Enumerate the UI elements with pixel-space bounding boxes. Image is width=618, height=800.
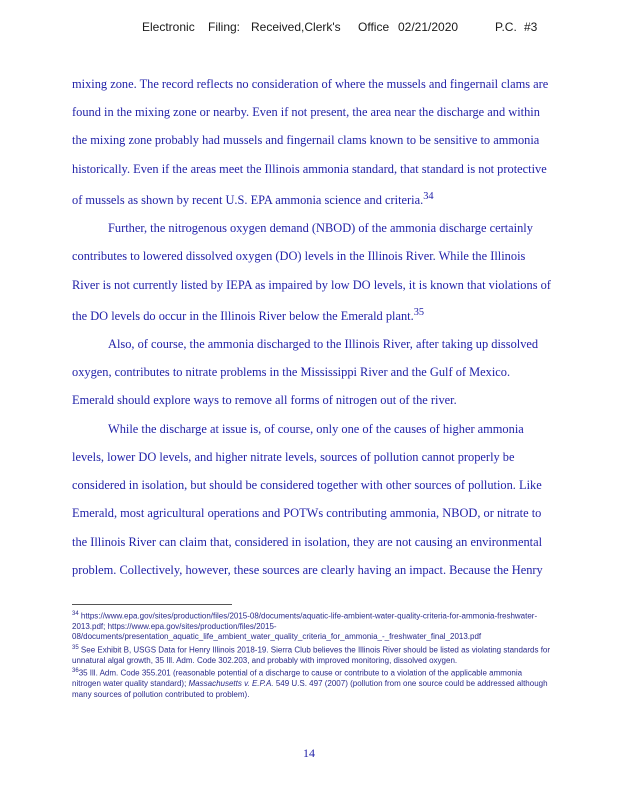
header-number: #3 <box>524 20 538 34</box>
footnote-ref-35: 35 <box>413 306 425 318</box>
paragraph-2: Further, the nitrogenous oxygen demand (NBOD) of the ammonia discharge certainly contributes to lowered dissolved oxygen (DO) levels in the Illinois River. While the Illinois River is not currently listed by IEPA as impaired by low DO levels, it is known that violations of the DO levels do occur in the Illinois River below the Emerald plant.$^{35}$ <box>72 221 551 323</box>
header-pc: P.C. <box>495 20 517 34</box>
footnote-separator <box>72 604 232 605</box>
paragraph-1: mixing zone. The record reflects no consideration of where the mussels and fingernail clams are found in the mixing zone or nearby. Even if not present, the area near the discharge and within the mixing zone probably had mussels and fingernail clams known to be sensitive to ammonia historically. Even if the areas meet the Illinois ammonia standard, that standard is not protective of mussels as shown by recent U.S. EPA ammonia science and criteria.$^{34}$ <box>72 77 549 207</box>
footnote-36: $^{36}$35 Ill. Adm. Code 355.201 (reasonable potential of a discharge to cause or contribute to a violation of the applicable ammonia nitrogen water quality standard); Massachusetts v. E.P.A. 549 U.S. 497 (2007) (pollution from one source could be addressed although many sources of pollution contributed to problem). <box>72 668 548 699</box>
paragraph-4: While the discharge at issue is, of course, only one of the causes of higher ammonia levels, lower DO levels, and higher nitrate levels, sources of pollution cannot properly be considered in isolation, but should be considered together with other sources of pollution. Like Emerald, most agricultural operations and POTWs contributing ammonia, NBOD, or nitrate to the Illinois River can claim that, considered in isolation, they are not causing an environmental problem. Collectively, however, these sources are clearly having an impact. Because the Henry <box>72 421 543 577</box>
header-office: Office <box>358 20 390 34</box>
footnote-35: $^{35}$ See Exhibit B, USGS Data for Henry Illinois 2018-19. Sierra Club believes the Illinois River should be listed as violating standards for unnatural algal growth, 35 Ill. Adm. Code 302.203, and probably with improved monitoring, dissolved oxygen. <box>72 644 551 665</box>
header-received: Received,Clerk's <box>251 20 341 34</box>
footnote-34: $^{34}$ https://www.epa.gov/sites/production/files/2015-08/documents/aquatic-life-ambient-water-quality-criteria-for-ammonia-freshwater-2013.pdf; https://www.epa.gov/sites/production/files/2015-08/documents/presentation_aquatic_life_ambient_water_quality_criteria_for_ammonia_-_freshwater_final_2013.pdf <box>72 611 538 642</box>
header-filing: Filing: <box>208 20 241 34</box>
footnote-ref-34: 34 <box>423 190 434 202</box>
footnotes <box>72 609 552 700</box>
page-number: 14 <box>303 746 315 760</box>
header-date: 02/21/2020 <box>398 20 459 34</box>
paragraph-3: Also, of course, the ammonia discharged to the Illinois River, after taking up dissolved oxygen, contributes to nitrate problems in the Mississippi River and the Gulf of Mexico. Emerald should explore ways to remove all forms of nitrogen out of the river. <box>72 337 539 408</box>
body-text <box>72 70 552 584</box>
header-electronic: Electronic <box>142 20 195 34</box>
